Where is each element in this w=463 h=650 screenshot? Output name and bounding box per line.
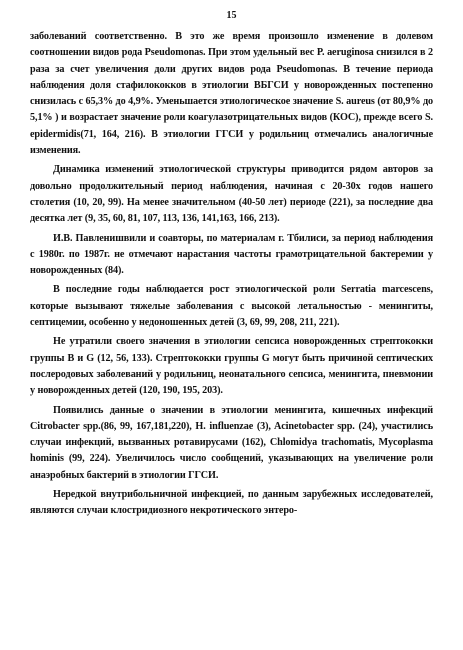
paragraph-2: Динамика изменений этиологической структуры приводится рядом авторов за довольно продолжительный период наблюдения, начиная с 20-30х годов нашего столетия (10, 20, 99). На менее значительном (40-50 лет) периоде (221), за последние два десятка лет (9, 35, 60, 81, 107, 113, 136, 141,163, 166, 213). [30,164,433,225]
paragraph-7: Нередкой внутрибольничной инфекцией, по данным зарубежных исследователей, являются случаи клостридиозного некротического энтеро- [30,489,433,517]
paragraph-3: И.В. Павленишвили и соавторы, по материалам г. Тбилиси, за период наблюдения с 1980г. по 1987г. не отмечают нарастания частоты грамотрицательной бактеремии у новорожденных (84). [30,232,433,277]
paragraph-6: Появились данные о значении в этиологии менингита, кишечных инфекций Citrobacter spp.(86, 99, 167,181,220), H. influenzae (3), Acinetobacter spp. (24), участились случаи инфекций, вызванных ротавирусами (162), Chlomidya trachomatis, Mycoplasma hominis (99, 224). Увеличилось число сообщений, указывающих на увеличение роли анаэробных бактерий в этиологии ГГСИ. [30,404,433,481]
paragraph-5: Не утратили своего значения в этиологии сепсиса новорожденных стрептококки группы В и G (12, 56, 133). Стрептококки группы G могут быть причиной септических послеродовых заболеваний у родильниц, неонатального сепсиса, менингита, пневмонии у новорожденных детей (120, 190, 195, 203). [30,336,433,397]
page-body [30,29,433,520]
paragraph-1: заболеваний соответственно. В это же время произошло изменение в долевом соотношении видов рода Pseudomonas. При этом удельный вес P. aeruginosa снизился в 2 раза за счет увеличения доли других видов рода Pseudomonas. В течение периода наблюдения доля стафилококков в этиологии ВБГСИ у новорожденных постепенно снизилась с 65,3% до 4,9%. Уменьшается этиологическое значение S. aureus (от 80,9% до 5,1% ) и возрастает значение роли коагулазотрицательных видов (КОС), прежде всего S. epidermidis(71, 164, 216). В этиологии ГГСИ у родильниц отмечались аналогичные изменения. [30,31,433,157]
page-number: 15 [226,10,237,21]
paragraph-4: В последние годы наблюдается рост этиологической роли Serratia marcescens, которые вызывают тяжелые заболевания с высокой летальностью - менингиты, септицемии, особенно у недоношенных детей (3, 69, 99, 208, 211, 221). [30,284,433,329]
